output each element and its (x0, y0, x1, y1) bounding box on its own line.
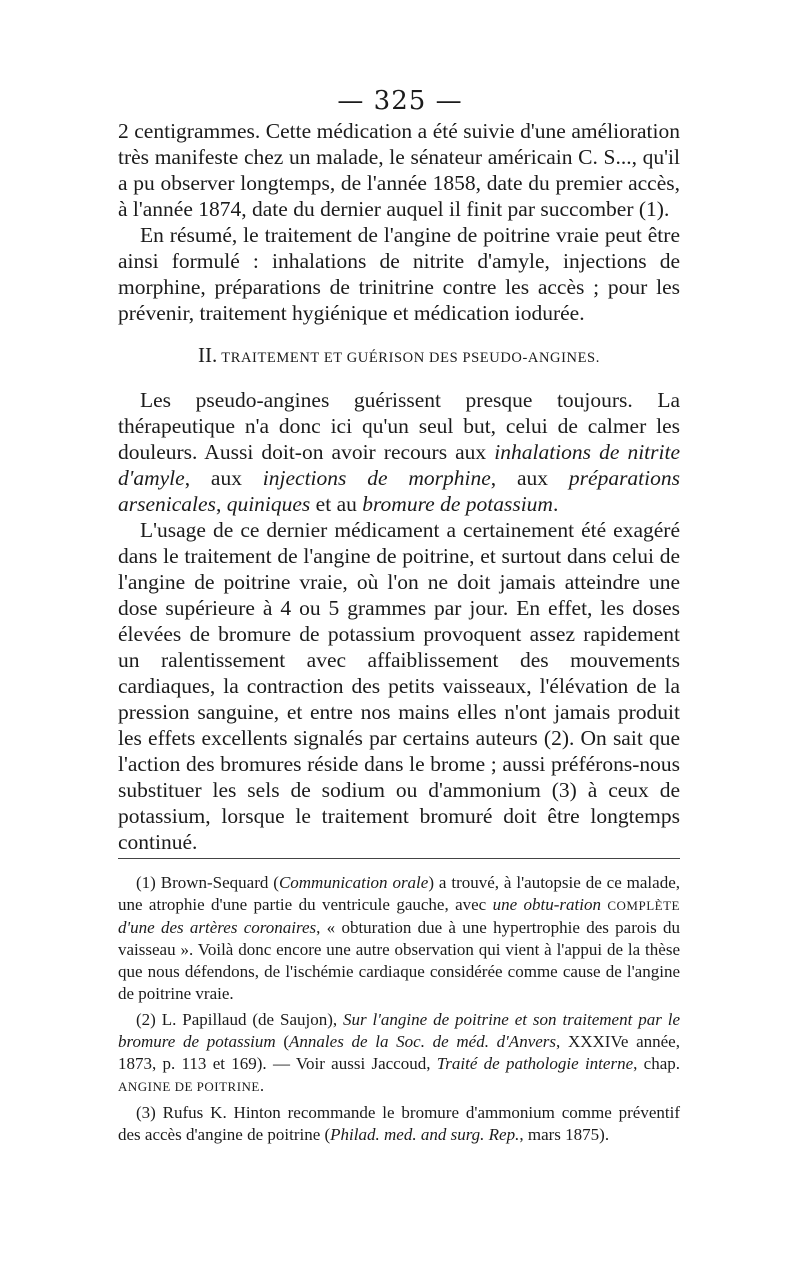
paragraph-text: 2 centigrammes. Cette médication a été suivie d'une amélioration très manifeste chez un malade, le sénateur américain C. S..., qu'il a pu observer longtemps, de l'année 1858, date du premier accès, à l'année 1874, date du dernier auquel il finit par succomber (1). (118, 119, 680, 221)
text-run: (3) Rufus K. Hinton recommande le bromure d'ammonium comme préventif des accès d'angine de poitrine ( (118, 1103, 680, 1144)
text-run: , XXXIVe année, 1873, p. 113 et 169). — Voir aussi Jaccoud, (118, 1032, 680, 1073)
italic-run: inhalations de nitrite d'amyle (118, 440, 681, 490)
text-run: Les pseudo-angines guérissent presque toujours. La thérapeutique n'a donc ici qu'un seul but, celui de calmer les douleurs. Aussi doit-on avoir recours aux (118, 388, 680, 464)
paragraph-text: L'usage de ce dernier médicament a certainement été exagéré dans le traitement de l'angine de poitrine, et surtout dans celui de l'angine de poitrine vraie, où l'on ne doit jamais atteindre une dose supérieure à 4 ou 5 grammes par jour. En effet, les doses élevées de bromure de potassium provoquent assez rapidement un ralentissement avec affaiblissement des mouvements cardiaques, la contraction des petits vaisseaux, l'élévation de la pression sanguine, et entre nos mains elles n'ont jamais produit les effets excellents signalés par certains auteurs (2). On sait que l'action des bromures réside dans le brome ; aussi préférons-nous substituer les sels de sodium ou d'ammonium (3) à ceux de potassium, lorsque le traitement bromuré doit être longtemps continué. (118, 518, 680, 854)
text-run: , « obturation due à une hypertrophie des parois du vaisseau ». Voilà donc encore une autre observation qui vient à l'appui de la thèse que nous défendons, de l'ischémie cardiaque considérée comme cause de l'angine de poitrine vraie. (118, 918, 680, 1003)
italic-run: Annales de la Soc. de méd. d'Anvers (289, 1032, 557, 1051)
text-run: ) a trouvé, à l'autopsie de ce malade, une atrophie d'une partie du ventricule gauche, avec (118, 873, 680, 914)
paragraph (118, 387, 680, 517)
italic-run: d'une des artères coronaires (118, 918, 317, 937)
footnote-divider (118, 858, 680, 859)
italic-run: préparations arsenicales (118, 466, 680, 516)
footnote (118, 1102, 680, 1146)
italic-run: Sur l'angine de poitrine et son traitement par le bromure de potassium (118, 1010, 681, 1051)
italic-run: Communication orale (278, 873, 429, 892)
paragraph (118, 118, 680, 222)
text-run: . (259, 1076, 265, 1095)
italic-run: Philad. med. and surg. Rep. (330, 1125, 520, 1144)
main-text (118, 118, 680, 855)
text-run: (1) Brown-Sequard ( (136, 873, 279, 892)
paragraph-text: En résumé, le traitement de l'angine de poitrine vraie peut être ainsi formulé : inhalations de nitrite d'amyle, injections de morphine, préparations de trinitrine contre les accès ; pour les prévenir, traitement hygiénique et médication iodurée. (118, 223, 680, 325)
section-number: II. (198, 343, 218, 367)
text-run: , mars 1875). (519, 1125, 610, 1144)
text-run: , (215, 492, 227, 516)
footnotes (118, 872, 680, 1150)
italic-run: quiniques (226, 492, 311, 516)
paragraph (118, 517, 680, 855)
text-run: ( (275, 1032, 290, 1051)
text-run: (2) L. Papillaud (de Saujon), (136, 1010, 344, 1029)
text-run: et au (310, 492, 363, 516)
text-run: . (552, 492, 559, 516)
smallcaps-run: ANGINE DE POITRINE (118, 1079, 260, 1094)
italic-run: une obtu-ration (492, 895, 601, 914)
text-run: , chap. (633, 1054, 680, 1073)
italic-run: injections de morphine (262, 466, 491, 490)
page-number: — 325 — (337, 86, 463, 116)
footnote (118, 1009, 680, 1098)
italic-run: bromure de potassium (362, 492, 553, 516)
footnote (118, 872, 680, 1005)
text-run: , aux (184, 466, 263, 490)
smallcaps-run: COMPLÈTE (607, 898, 680, 913)
italic-run: Traité de pathologie interne (436, 1054, 634, 1073)
section-title: TRAITEMENT ET GUÉRISON DES PSEUDO-ANGINES. (221, 350, 600, 366)
paragraph (118, 222, 680, 326)
section-heading (118, 342, 680, 371)
text-run: , aux (490, 466, 569, 490)
